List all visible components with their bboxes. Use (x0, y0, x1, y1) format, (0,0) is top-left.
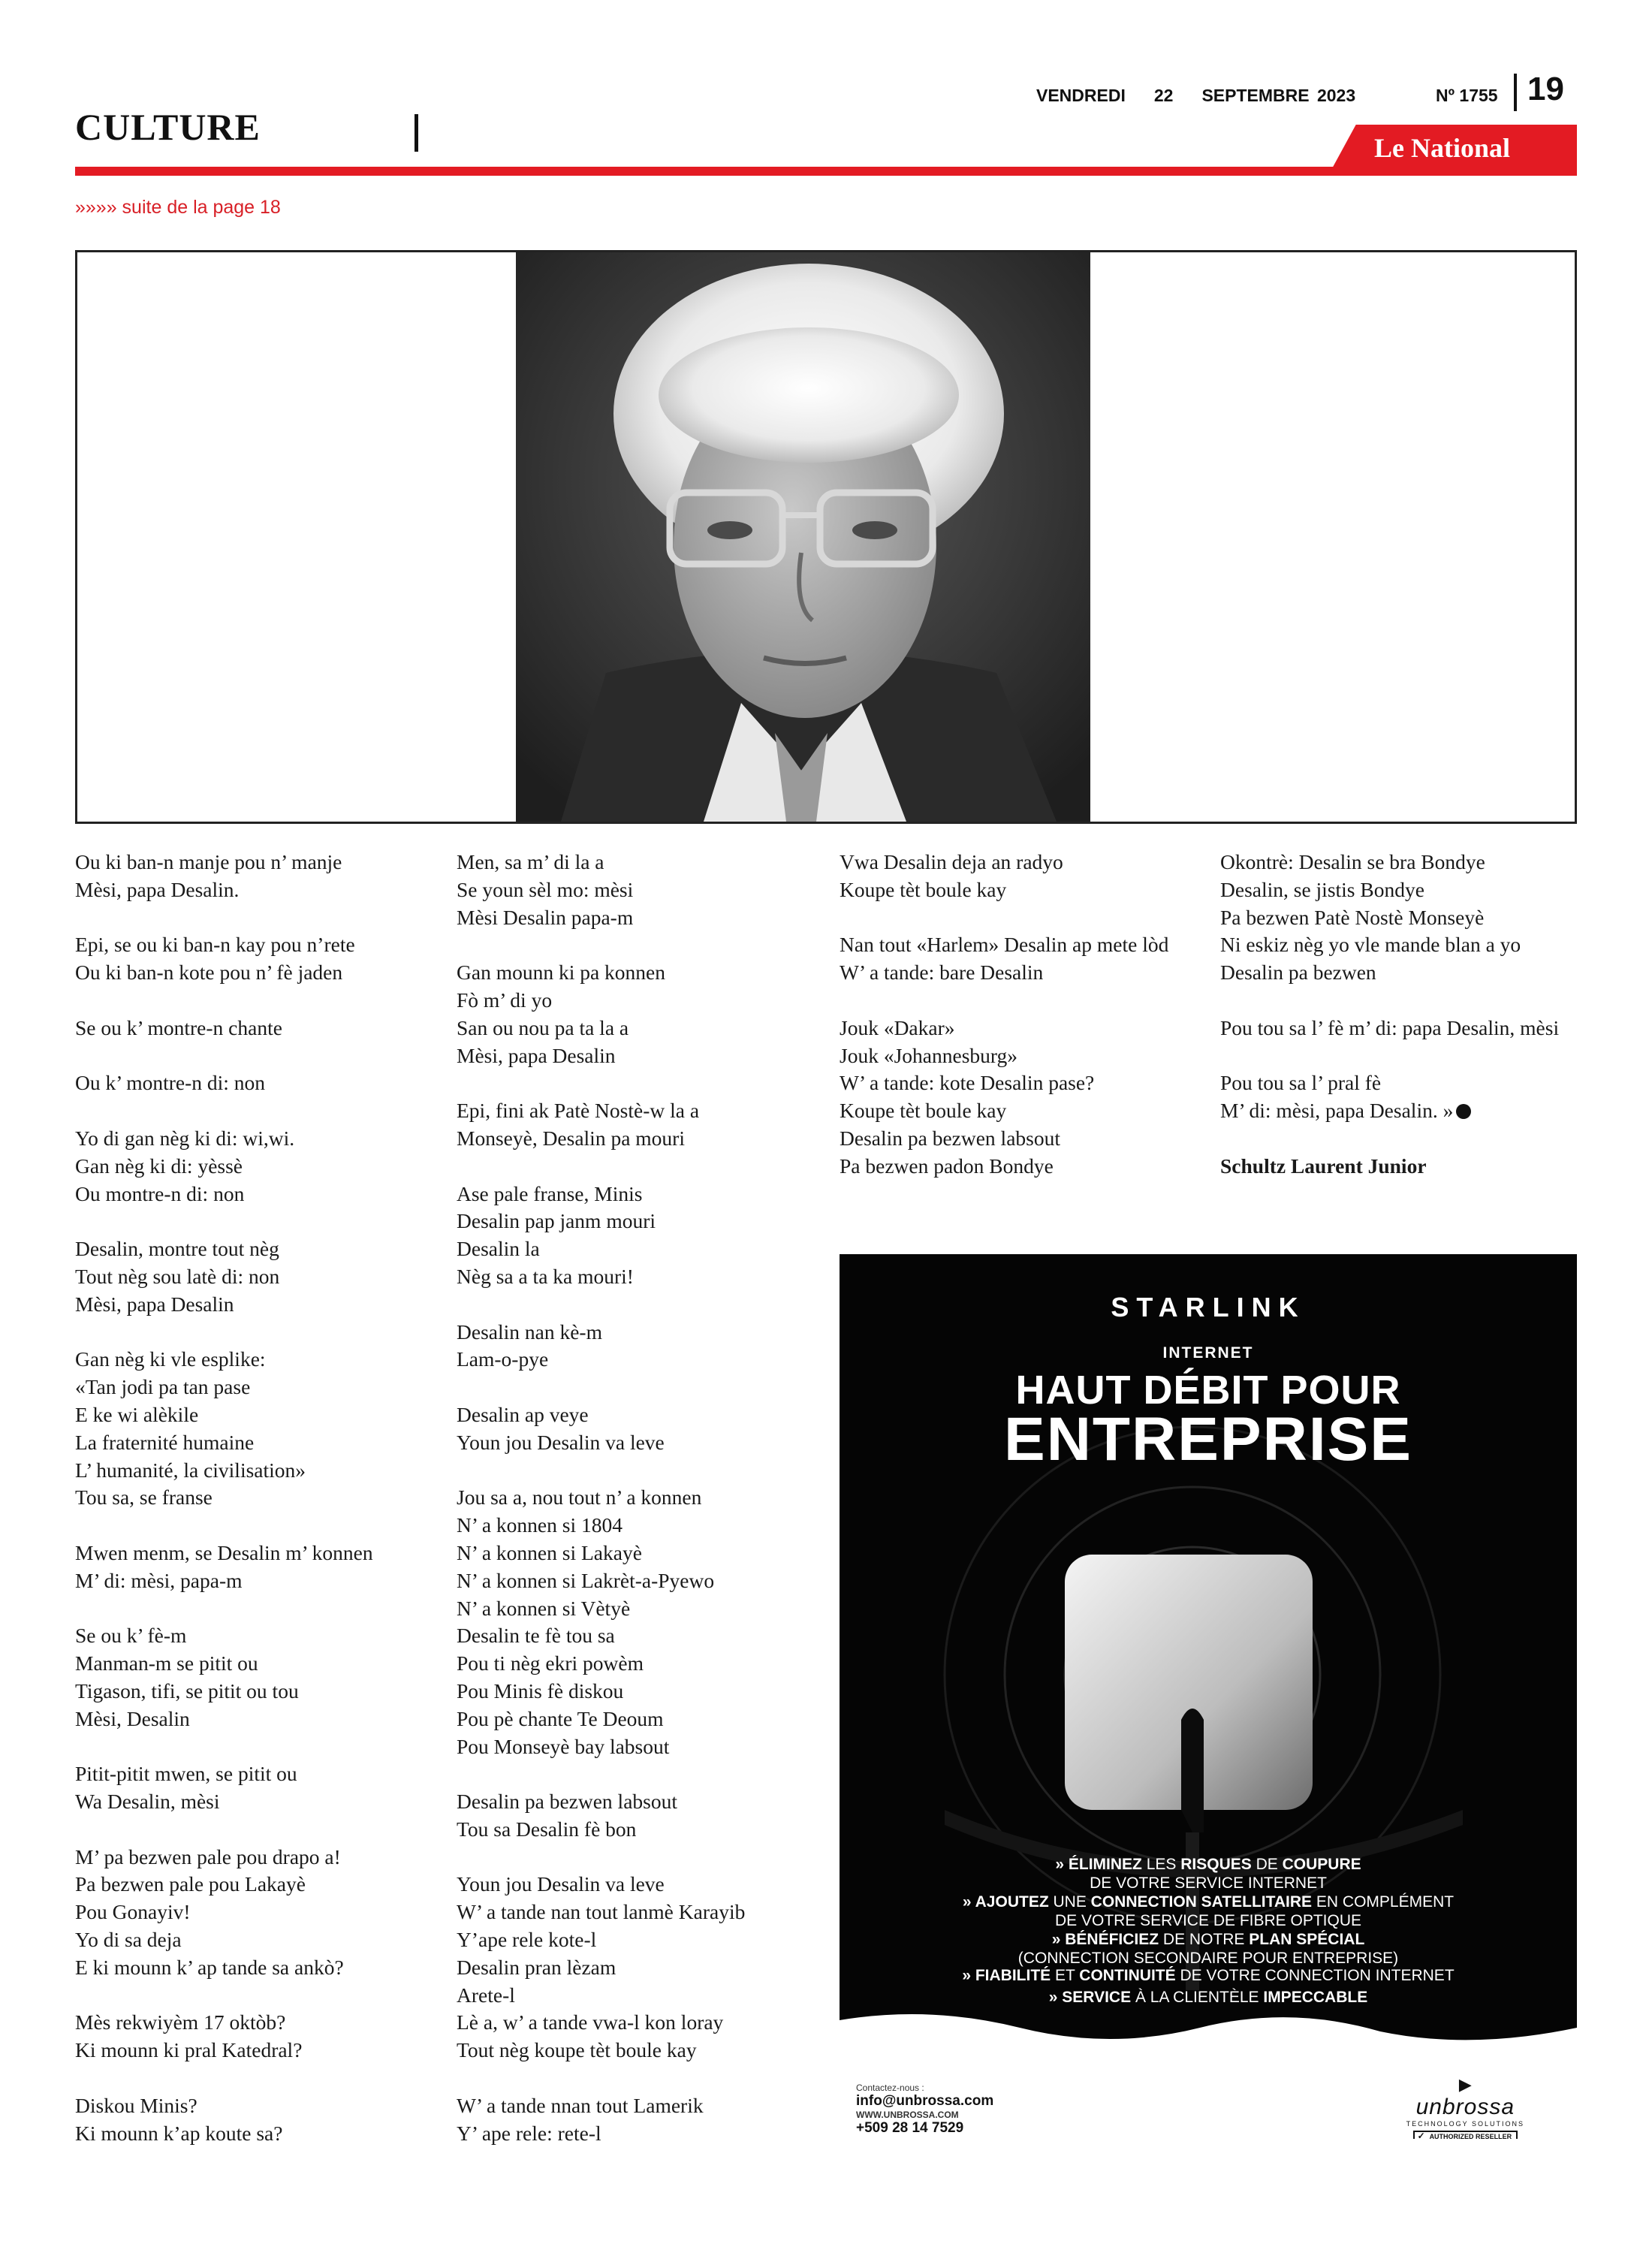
verse-line: N’ a konnen si Vètyè (457, 1596, 631, 1620)
verse-line: Pou ti nèg ekri powèm (457, 1651, 644, 1675)
verse-line: Gan nèg ki vle esplike: (75, 1347, 266, 1371)
verse-line: Yo di sa deja (75, 1928, 182, 1952)
verse-line: Jouk «Johannesburg» (840, 1043, 1018, 1067)
stanza (840, 849, 1198, 904)
verse-line: San ou nou pa ta la a (457, 1015, 629, 1039)
verse-line: Tout nèg koupe tèt boule kay (457, 2038, 697, 2062)
stanza (75, 1844, 436, 1982)
ad-bullet-subline: DE VOTRE SERVICE INTERNET (1090, 1874, 1327, 1892)
verse-line: M’ pa bezwen pale pou drapo a! (75, 1844, 341, 1868)
reseller-badge: ✓ AUTHORIZED RESELLER (1413, 2131, 1518, 2139)
ad-bullet-text: » BÉNÉFICIEZ (1051, 1931, 1159, 1948)
verse-line: Y’ape rele kote-l (457, 1928, 597, 1952)
section-title: CULTURE (75, 106, 261, 148)
verse-line: Pa bezwen padon Bondye (840, 1154, 1054, 1178)
stanza (75, 1235, 436, 1318)
verse-line: L’ humanité, la civilisation» (75, 1458, 306, 1482)
ad-contact (856, 2083, 993, 2137)
verse-line: W’ a tande nnan tout Lamerik (457, 2093, 704, 2117)
verse-line: Koupe tèt boule kay (840, 1099, 1007, 1123)
verse-line: N’ a konnen si 1804 (457, 1513, 623, 1537)
ad-website[interactable]: WWW.UNBROSSA.COM (856, 2110, 959, 2120)
verse-line: E ke wi alèkile (75, 1402, 199, 1426)
stanza (75, 1125, 436, 1208)
stanza (1220, 1069, 1577, 1125)
verse-line: Jouk «Dakar» (840, 1015, 955, 1039)
stanza (457, 1097, 817, 1153)
verse-line: Wa Desalin, mèsi (75, 1790, 220, 1814)
ad-bullet-text: RISQUES (1180, 1856, 1252, 1873)
page-number-divider (1514, 74, 1517, 111)
portrait-illustration (516, 252, 1090, 822)
verse-line: E ki mounn k’ ap tande sa ankò? (75, 1955, 344, 1979)
verse-line: Koupe tèt boule kay (840, 877, 1007, 901)
verse-line: Pou Monseyè bay labsout (457, 1734, 670, 1758)
verse-line: Youn jou Desalin va leve (457, 1872, 665, 1896)
ad-bullet (840, 1988, 1577, 2007)
verse-line: Youn jou Desalin va leve (457, 1430, 665, 1454)
poem-column-3 (840, 849, 1198, 1208)
verse-line: Desalin ap veye (457, 1402, 589, 1426)
issue-date (1036, 86, 1355, 106)
verse-line: Gan mounn ki pa konnen (457, 961, 666, 985)
verse-line: Ni eskiz nèg yo vle mande blan a yo (1220, 933, 1521, 957)
stanza (75, 2009, 436, 2064)
ad-bullet-text: CONTINUITÉ (1079, 1967, 1176, 1984)
verse-line: Ou montre-n di: non (75, 1181, 245, 1205)
verse-line: Monseyè, Desalin pa mouri (457, 1126, 685, 1150)
ad-bullet-text: LES (1141, 1856, 1181, 1873)
ad-bullet (840, 1930, 1577, 1968)
ad-bullet-text: ET (1051, 1967, 1080, 1984)
verse-line: Ou ki ban-n manje pou n’ manje (75, 850, 342, 873)
ad-bullet-text: UNE (1048, 1893, 1091, 1911)
stanza (75, 1540, 436, 1595)
ad-footer (840, 2069, 1577, 2139)
stanza (840, 931, 1198, 987)
poem-column-1 (75, 849, 436, 2175)
verse-line: Mèsi, papa Desalin. (75, 877, 240, 901)
portrait-photo (516, 252, 1090, 822)
verse-line: Ki mounn k’ap koute sa? (75, 2121, 283, 2145)
verse-line: Epi, se ou ki ban-n kay pou n’rete (75, 933, 355, 957)
verse-line: Mèsi, papa Desalin (457, 1043, 616, 1067)
verse-line: Se ou k’ montre-n chante (75, 1015, 282, 1039)
ad-kicker: INTERNET (1162, 1344, 1254, 1362)
verse-line: Mwen menm, se Desalin m’ konnen (75, 1540, 373, 1564)
verse-line: Nèg sa a ta ka mouri! (457, 1264, 634, 1288)
stanza (457, 1484, 817, 1760)
ad-bullet-text: À LA CLIENTÈLE (1131, 1989, 1264, 2006)
verse-line: N’ a konnen si Lakrèt-a-Pyewo (457, 1568, 715, 1592)
verse-line: Tou sa, se franse (75, 1485, 213, 1510)
verse-line: Okontrè: Desalin se bra Bondye (1220, 850, 1485, 873)
unbrossa-logo (1406, 2075, 1524, 2139)
play-arrow-icon: ▶ (1458, 2075, 1472, 2094)
stanza (1220, 1015, 1577, 1042)
verse-line: Tigason, tifi, se pitit ou tou (75, 1678, 299, 1703)
ad-headline-line-2: ENTREPRISE (1004, 1405, 1412, 1473)
verse-line: Ou ki ban-n kote pou n’ fè jaden (75, 961, 343, 985)
verse-line: «Tan jodi pa tan pase (75, 1375, 251, 1399)
stanza (75, 1015, 436, 1042)
stanza (457, 959, 817, 1069)
starlink-advertisement[interactable] (840, 1254, 1577, 2139)
verse-line: M’ di: mèsi, papa Desalin. » (1220, 1097, 1577, 1125)
section-divider (415, 114, 418, 152)
ad-email[interactable]: info@unbrossa.com (856, 2093, 994, 2109)
verse-line: Pa bezwen Patè Nostè Monseyè (1220, 905, 1485, 929)
stanza (75, 2092, 436, 2148)
verse-line: N’ a konnen si Lakayè (457, 1540, 642, 1564)
ad-bullet-text: IMPECCABLE (1263, 1989, 1368, 2006)
continued-from-link[interactable]: »»»» suite de la page 18 (75, 197, 281, 218)
ad-brand: STARLINK (1111, 1292, 1306, 1323)
issue-date-number: 22 (1153, 86, 1174, 105)
end-of-article-icon (1456, 1104, 1471, 1119)
verse-line: Pou pè chante Te Deoum (457, 1706, 664, 1730)
verse-line: Mèsi, papa Desalin (75, 1292, 234, 1316)
issue-day: VENDREDI (1036, 86, 1126, 105)
ad-bullet-text: » SERVICE (1048, 1989, 1132, 2006)
logo-tagline: TECHNOLOGY SOLUTIONS (1406, 2120, 1524, 2128)
verse-line: Epi, fini ak Patè Nostè-w la a (457, 1099, 700, 1123)
verse-line: Se youn sèl mo: mèsi (457, 877, 634, 901)
verse-line: Yo di gan nèg ki di: wi,wi. (75, 1126, 295, 1150)
logo-name: unbrossa (1415, 2095, 1515, 2119)
verse-line: Jou sa a, nou tout n’ a konnen (457, 1485, 702, 1510)
verse-line: W’ a tande: bare Desalin (840, 961, 1044, 985)
verse-line: Pou Gonayiv! (75, 1900, 191, 1924)
ad-bullet-text: » FIABILITÉ (962, 1967, 1051, 1984)
verse-line: Tou sa Desalin fè bon (457, 1817, 637, 1841)
verse-line: W’ a tande nan tout lanmè Karayib (457, 1900, 746, 1924)
verse-line: Tout nèg sou latè di: non (75, 1264, 280, 1288)
verse-line: Se ou k’ fè-m (75, 1624, 187, 1648)
verse-line: Desalin pran lèzam (457, 1955, 616, 1979)
poem-column-2 (457, 849, 817, 2175)
verse-line: Desalin, montre tout nèg (75, 1237, 279, 1261)
verse-line: Fò m’ di yo (457, 988, 553, 1012)
verse-line: Desalin pa bezwen labsout (840, 1126, 1061, 1150)
ad-bullet-text: DE NOTRE (1159, 1931, 1250, 1948)
verse-line: Men, sa m’ di la a (457, 850, 604, 873)
stanza (75, 1346, 436, 1512)
ad-bullet-text: DE VOTRE CONNECTION INTERNET (1175, 1967, 1455, 1984)
verse-line: Desalin te fè tou sa (457, 1624, 615, 1648)
ad-bullet-text: EN COMPLÉMENT (1312, 1893, 1455, 1911)
ad-bullet-subline: (CONNECTION SECONDAIRE POUR ENTREPRISE) (1017, 1950, 1399, 1967)
verse-line: Gan nèg ki di: yèssè (75, 1154, 243, 1178)
verse-line: Pitit-pitit mwen, se pitit ou (75, 1762, 297, 1786)
stanza (75, 1622, 436, 1733)
verse-line: Pa bezwen pale pou Lakayè (75, 1872, 306, 1896)
ad-phone[interactable]: +509 28 14 7529 (856, 2120, 964, 2136)
ad-bullet-text: DE (1251, 1856, 1283, 1873)
ad-bullet-subline: DE VOTRE SERVICE DE FIBRE OPTIQUE (1054, 1912, 1362, 1929)
verse-line: Desalin la (457, 1237, 540, 1261)
stanza (75, 1069, 436, 1097)
verse-line: W’ a tande: kote Desalin pase? (840, 1071, 1095, 1095)
verse-line: Desalin pap janm mouri (457, 1209, 656, 1233)
verse-line: Diskou Minis? (75, 2093, 197, 2117)
ad-bullet-text: COUPURE (1282, 1856, 1361, 1873)
ad-contact-label: Contactez-nous : (856, 2083, 924, 2093)
verse-line: Manman-m se pitit ou (75, 1651, 258, 1675)
stanza (75, 931, 436, 987)
verse-line: Mès rekwiyèm 17 oktòb? (75, 2010, 286, 2034)
stanza (457, 1319, 817, 1374)
stanza (457, 849, 817, 931)
ad-bullet (840, 1855, 1577, 1893)
stanza (75, 1760, 436, 1816)
verse-line: Nan tout «Harlem» Desalin ap mete lòd (840, 933, 1169, 957)
stanza (457, 1401, 817, 1457)
verse-line: Y’ ape rele: rete-l (457, 2121, 601, 2145)
verse-line: Mèsi Desalin papa-m (457, 905, 634, 929)
verse-line: Lam-o-pye (457, 1347, 549, 1371)
verse-line: Mèsi, Desalin (75, 1706, 190, 1730)
issue-month-year: SEPTEMBRE 2023 (1201, 86, 1356, 105)
stanza (75, 849, 436, 904)
verse-line: Desalin pa bezwen (1220, 961, 1376, 985)
stanza (457, 1181, 817, 1291)
verse-line: Ase pale franse, Minis (457, 1181, 643, 1205)
poem-column-4 (1220, 849, 1577, 1208)
stanza (457, 1788, 817, 1844)
ad-bullet-text: » ÉLIMINEZ (1055, 1856, 1142, 1873)
issue-number: Nº 1755 (1436, 86, 1498, 105)
verse-line: Lè a, w’ a tande vwa-l kon loray (457, 2010, 724, 2034)
ad-bullet (840, 1893, 1577, 1930)
verse-line: Pou tou sa l’ pral fè (1220, 1071, 1382, 1095)
verse-line: Ou k’ montre-n di: non (75, 1071, 266, 1095)
verse-line: Arete-l (457, 1983, 515, 2007)
verse-line: Desalin, se jistis Bondye (1220, 877, 1424, 901)
stanza (840, 1015, 1198, 1181)
ad-bullet (840, 1966, 1577, 1985)
stanza (1220, 849, 1577, 987)
ad-headline-line-1: HAUT DÉBIT POUR (1015, 1368, 1401, 1413)
stanza (457, 2092, 817, 2148)
ad-bullet-text: CONNECTION SATELLITAIRE (1090, 1893, 1313, 1911)
verse-line: La fraternité humaine (75, 1430, 255, 1454)
ad-bullet-text: PLAN SPÉCIAL (1249, 1931, 1365, 1948)
verse-line: M’ di: mèsi, papa-m (75, 1568, 243, 1592)
author-signature: Schultz Laurent Junior (1220, 1154, 1427, 1178)
verse-line: Pou tou sa l’ fè m’ di: papa Desalin, mèsi (1220, 1015, 1560, 1039)
stanza (457, 1871, 817, 2064)
masthead-name: Le National (1374, 133, 1511, 163)
page-number: 19 (1527, 71, 1564, 107)
verse-line: Desalin nan kè-m (457, 1320, 602, 1344)
verse-line: Ki mounn ki pral Katedral? (75, 2038, 303, 2062)
ad-bullet-text: » AJOUTEZ (962, 1893, 1049, 1911)
verse-line: Vwa Desalin deja an radyo (840, 850, 1063, 873)
verse-line: Desalin pa bezwen labsout (457, 1790, 678, 1814)
verse-line: Pou Minis fè diskou (457, 1678, 624, 1703)
